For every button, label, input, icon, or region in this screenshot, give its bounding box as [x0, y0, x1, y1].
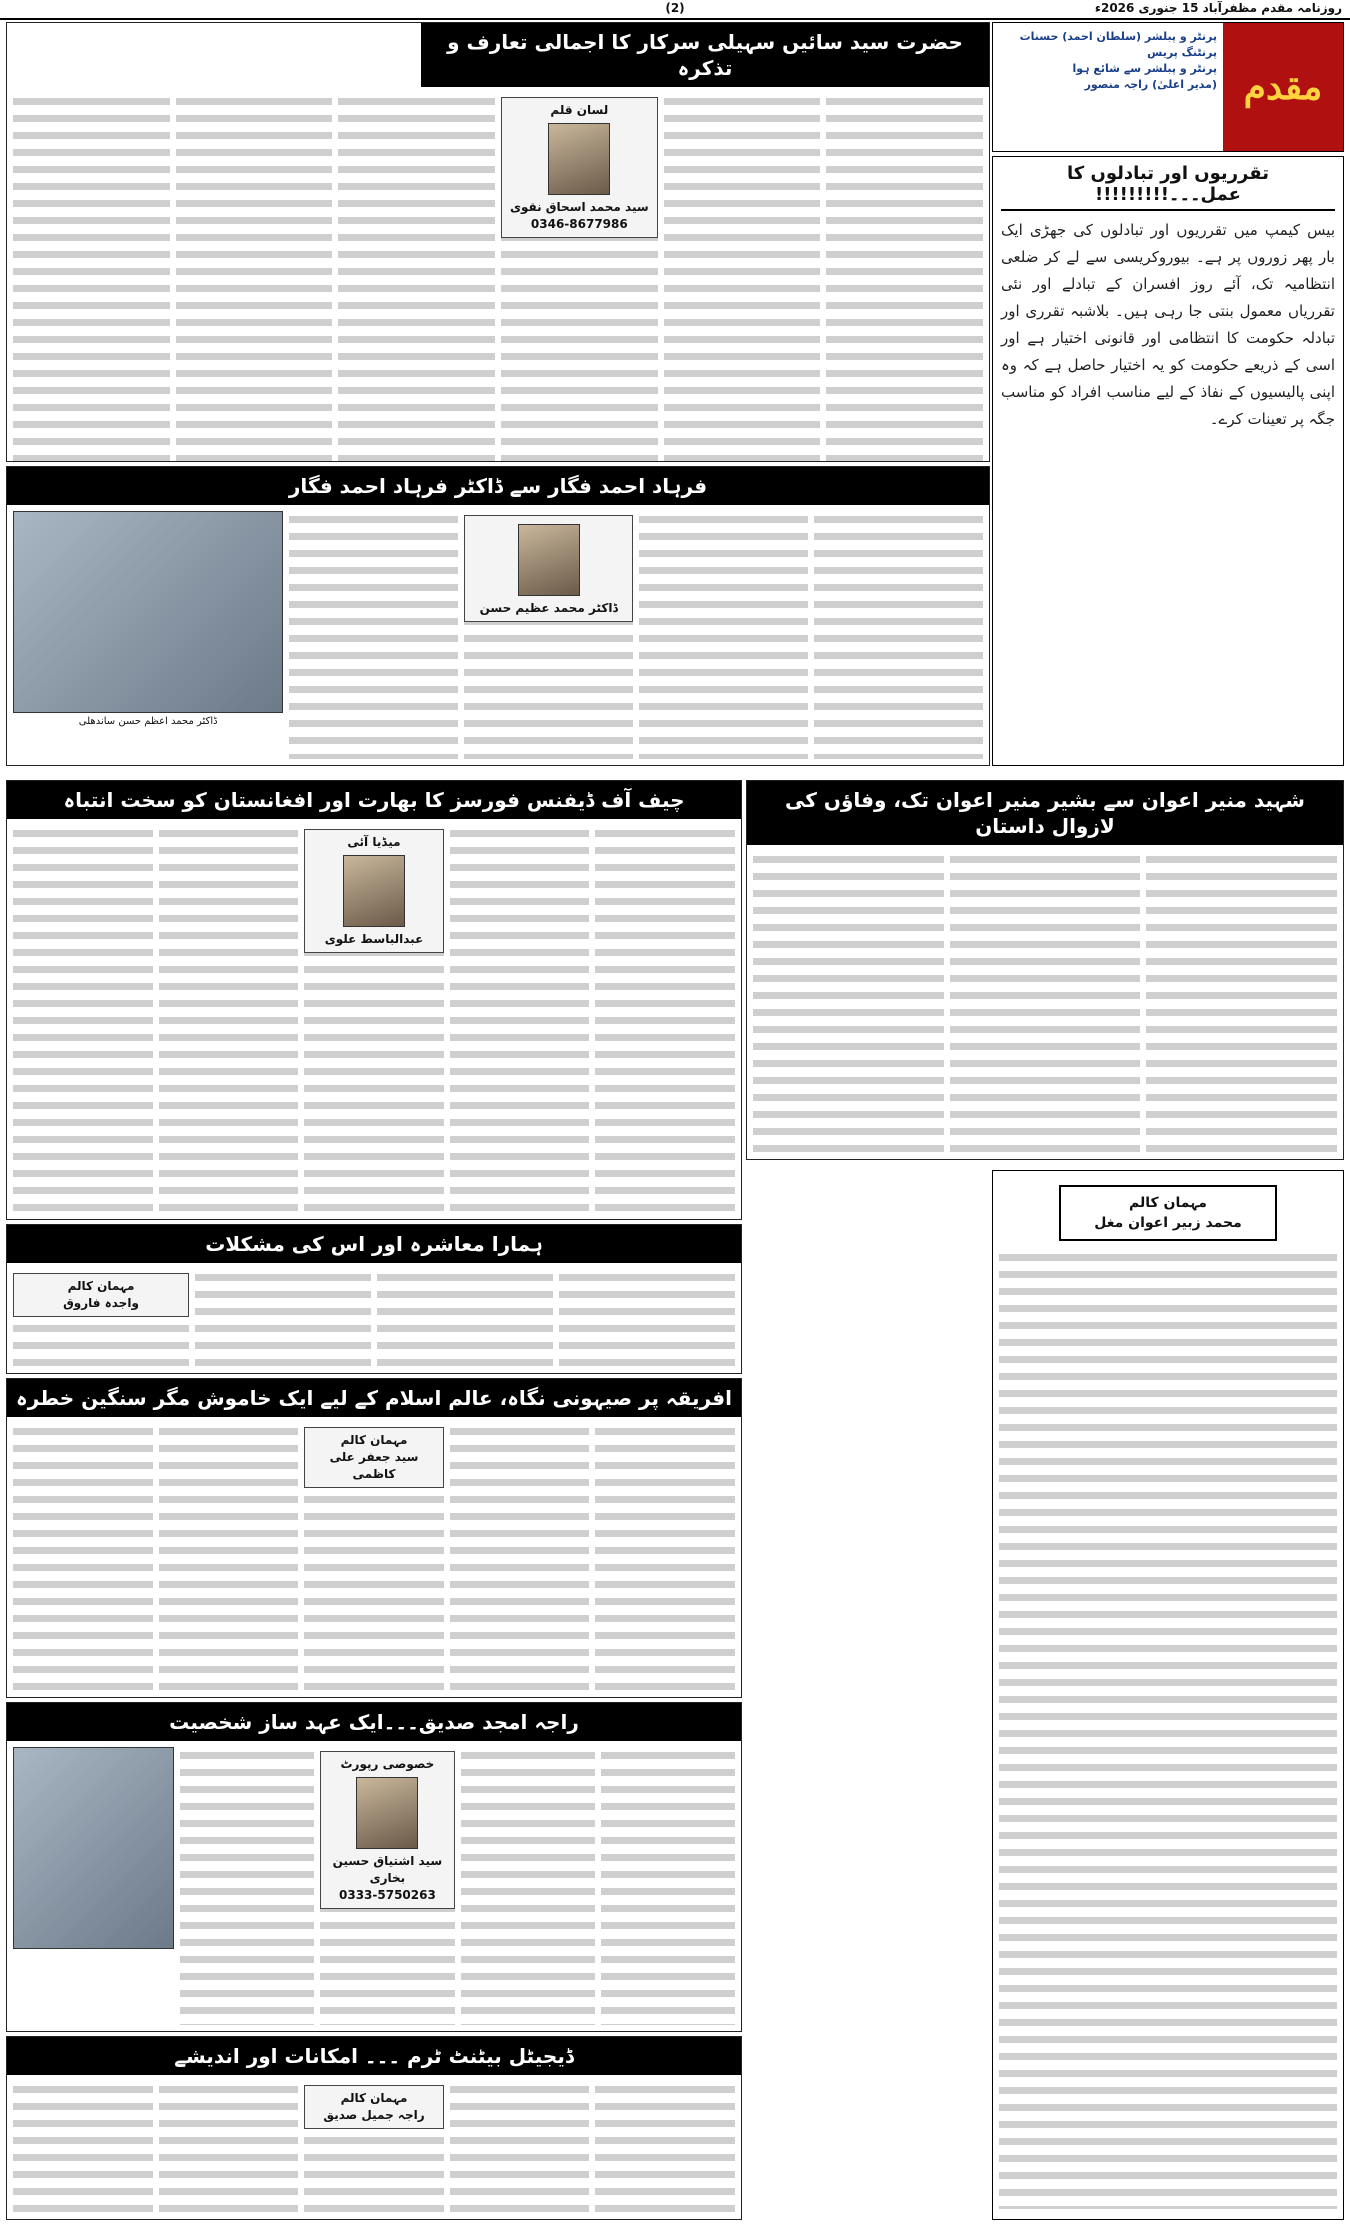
text-column: [461, 1747, 595, 2025]
text-column: [304, 2081, 444, 2213]
article-munir-awan: [746, 780, 1344, 1160]
article-title: راجہ امجد صدیق۔۔۔ایک عہد ساز شخصیت: [7, 1703, 741, 1741]
article-title: افریقہ پر صیہونی نگاہ، عالم اسلام کے لیے ایک خاموش مگر سنگین خطرہ: [7, 1379, 741, 1417]
text-column: [159, 1423, 299, 1691]
author-phone: 0333-5750263: [339, 1888, 436, 1902]
masthead: [992, 22, 1344, 152]
article-columns: [7, 1741, 741, 2031]
article-columns: [7, 819, 741, 1219]
text-column: [639, 511, 808, 759]
article-title: فرہاد احمد فگار سے ڈاکٹر فرہاد احمد فگار: [7, 467, 989, 505]
side-byline-box: [1059, 1185, 1277, 1241]
byline-box: [13, 1273, 189, 1317]
text-column: [950, 851, 1141, 1160]
column-label: لسان قلم: [550, 103, 609, 117]
masthead-line-2: پرنٹر و پبلشر سے شائع ہوا: [1072, 62, 1217, 75]
page-number: (2): [665, 1, 685, 15]
byline-box: [304, 829, 444, 953]
byline-box: [304, 1427, 444, 1488]
text-column: [180, 1747, 314, 2025]
byline-box: [464, 515, 633, 622]
text-column: [13, 2081, 153, 2213]
text-column: [13, 93, 170, 462]
text-column: [464, 511, 633, 759]
text-column: [595, 1423, 735, 1691]
article-title: حضرت سید سائیں سہیلی سرکار کا اجمالی تعارف و تذکرہ: [421, 23, 989, 87]
author-name: واجدہ فاروق: [63, 1296, 139, 1310]
newspaper-logo: مقدم: [1223, 23, 1343, 151]
byline-box: [320, 1751, 454, 1909]
text-column: [664, 93, 821, 462]
text-column: [450, 825, 590, 1213]
photo-block: [13, 1747, 174, 2025]
editorial-body: بیس کیمپ میں تقرریوں اور تبادلوں کی جھڑی ایک بار پھر زوروں پر ہے۔ بیوروکریسی سے لے کر ضلعی انتظامیہ تک، آئے روز افسران کے تبادلے اور نئی تقرریاں معمول بنتی جا رہی ہیں۔ بلاشبہ تقرری اور تبادلہ حکومت کا انتظامی اور قانونی اختیار ہے اور اسی کے ذریعے حکومت کو یہ اختیار حاصل ہے کہ وہ اپنی پالیسیوں کے نفاذ کے لیے مناسب افراد کو مناسب جگہ پر تعینات کرے۔: [1001, 221, 1335, 428]
article-title: ڈیجیٹل بیٹنٹ ٹرم ۔۔۔ امکانات اور اندیشے: [7, 2037, 741, 2075]
author-photo: [518, 524, 580, 596]
side-column-text: [999, 1249, 1337, 2209]
side-column: [992, 1170, 1344, 2220]
photo-block: [13, 511, 283, 759]
column-label: مہمان کالم: [67, 1279, 135, 1293]
author-photo: [548, 123, 610, 195]
column-label: میڈیا آئی: [347, 835, 401, 849]
date-line: روزنامہ مقدم مظفرآباد 15 جنوری 2026ء: [1094, 1, 1342, 15]
text-column: [159, 825, 299, 1213]
text-column: [289, 511, 458, 759]
article-sain-sohaili: [6, 22, 990, 462]
text-column: [159, 2081, 299, 2213]
masthead-line-1: پرنٹر و پبلشر (سلطان احمد) حسنات پرنٹنگ پریس: [1019, 30, 1217, 59]
column-label: مہمان کالم: [340, 1433, 408, 1447]
author-name: سید محمد اسحاق نقوی: [509, 200, 649, 214]
text-column: [450, 1423, 590, 1691]
article-title: چیف آف ڈیفنس فورسز کا بھارت اور افغانستان کو سخت انتباہ: [7, 781, 741, 819]
text-column: [304, 825, 444, 1213]
article-columns: [7, 1263, 741, 1373]
author-name: عبدالباسط علوی: [324, 932, 424, 946]
raja-amjad-photo: [13, 1747, 174, 1949]
text-column: [377, 1269, 553, 1367]
article-digital: [6, 2036, 742, 2220]
text-column: [176, 93, 333, 462]
article-columns: [7, 505, 989, 765]
article-columns: [747, 845, 1343, 1160]
text-column: [304, 1423, 444, 1691]
portraits-photo: [13, 511, 283, 713]
author-photo: [356, 1777, 418, 1849]
text-column: [13, 1423, 153, 1691]
text-column: [501, 93, 658, 462]
author-name: راجہ جمیل صدیق: [323, 2108, 425, 2122]
column-label: خصوصی رپورٹ: [340, 1757, 435, 1771]
masthead-line-3: (مدیر اعلیٰ) راجہ منصور: [1084, 78, 1217, 91]
text-column: [1146, 851, 1337, 1160]
text-column: [595, 2081, 735, 2213]
masthead-text: [993, 23, 1223, 151]
column-label: مہمان کالم: [340, 2091, 408, 2105]
article-farhad-figar: [6, 466, 990, 766]
text-column: [559, 1269, 735, 1367]
article-chief-defence: [6, 780, 742, 1220]
page-header: [0, 0, 1350, 20]
byline-box: [304, 2085, 444, 2129]
article-title: شہید منیر اعوان سے بشیر منیر اعوان تک، وفاؤں کی لازوال داستان: [747, 781, 1343, 845]
side-byline-author: محمد زبیر اعوان مغل: [1094, 1215, 1242, 1231]
side-byline-label: مہمان کالم: [1129, 1195, 1207, 1211]
article-title: ہمارا معاشرہ اور اس کی مشکلات: [7, 1225, 741, 1263]
byline-box: [501, 97, 658, 238]
text-column: [195, 1269, 371, 1367]
editorial: [992, 156, 1344, 766]
text-column: [826, 93, 983, 462]
text-column: [814, 511, 983, 759]
article-raja-amjad: [6, 1702, 742, 2032]
article-africa: [6, 1378, 742, 1698]
author-name: سید جعفر علی کاظمی: [329, 1450, 419, 1481]
editorial-title: تقرریوں اور تبادلوں کا عمل۔۔۔!!!!!!!!!: [1001, 163, 1335, 211]
text-column: [320, 1747, 454, 2025]
text-column: [753, 851, 944, 1160]
text-column: [338, 93, 495, 462]
text-column: [13, 1269, 189, 1367]
article-columns: [7, 87, 989, 462]
photo-caption: ڈاکٹر محمد اعظم حسن ساندھلی: [78, 716, 218, 727]
text-column: [450, 2081, 590, 2213]
text-column: [13, 825, 153, 1213]
author-photo: [343, 855, 405, 927]
author-name: ڈاکٹر محمد عظیم حسن: [479, 601, 618, 615]
author-name: سید اشتیاق حسین بخاری: [332, 1854, 443, 1885]
text-column: [595, 825, 735, 1213]
article-hamara-muashra: [6, 1224, 742, 1374]
text-column: [601, 1747, 735, 2025]
author-phone: 0346-8677986: [530, 217, 628, 231]
article-columns: [7, 2075, 741, 2219]
article-columns: [7, 1417, 741, 1697]
